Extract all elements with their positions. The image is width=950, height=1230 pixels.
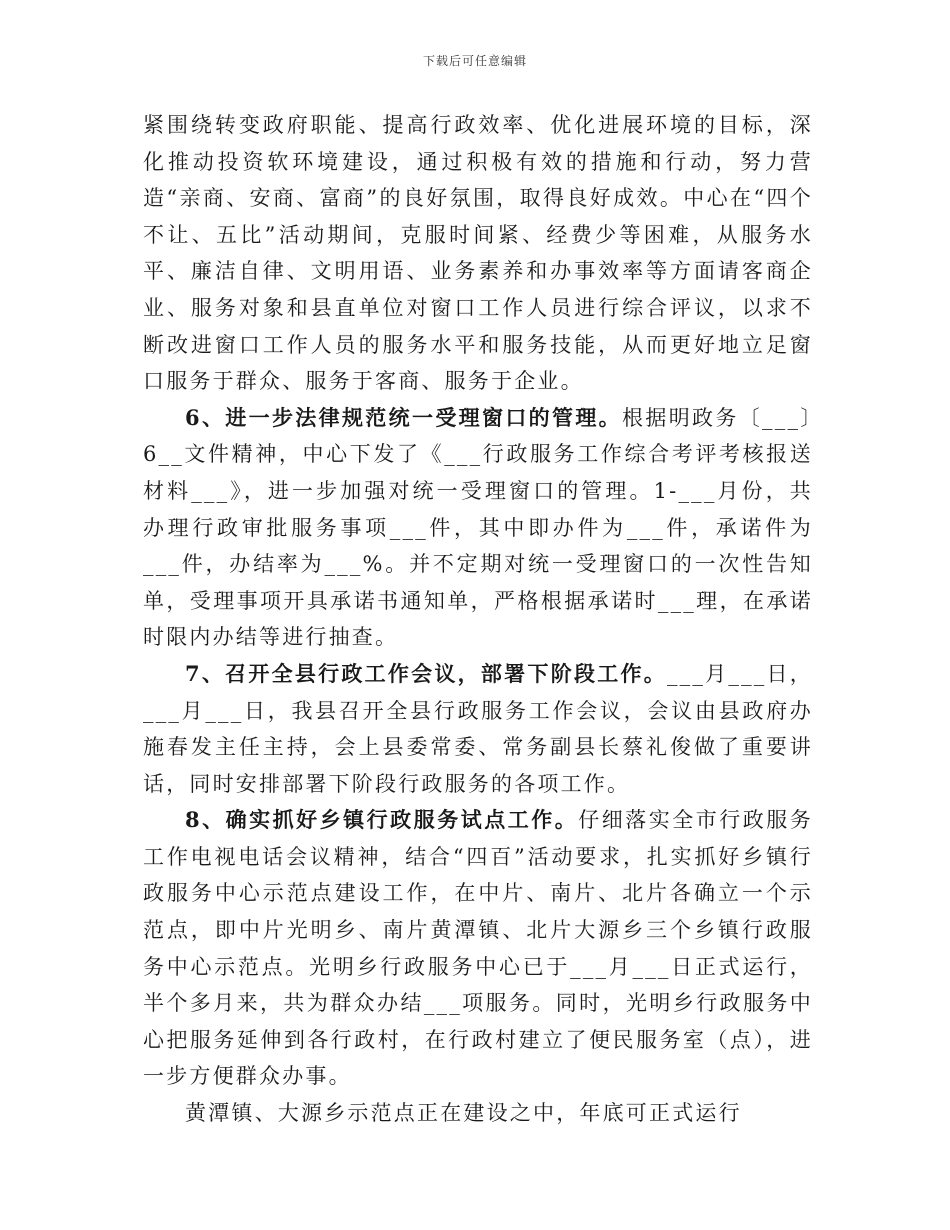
section-heading: 6、进一步法律规范统一受理窗口的管理。 xyxy=(185,404,623,430)
paragraph-3 xyxy=(143,656,813,802)
paragraph-2 xyxy=(143,400,813,656)
page-header: 下载后可任意编辑 xyxy=(422,54,527,68)
paragraph-text: 根据明政务〔___〕6__文件精神，中心下发了《___行政服务工作综合考评考核报送材料___》，进一步加强对统一受理窗口的管理。1-___月份，共办理行政审批服务事项___件，其中即办件为___件，承诺件为___件，办结率为___%。并不定期对统一受理窗口的一次性告知单，受理事项开具承诺书通知单，严格根据承诺时___理，在承诺时限内办结等进行抽查。 xyxy=(143,405,813,650)
paragraph-1 xyxy=(143,107,813,400)
document-body xyxy=(143,107,813,1132)
paragraph-text: 仔细落实全市行政服务工作电视电话会议精神，结合“四百”活动要求，扎实抓好乡镇行政服务中心示范点建设工作，在中片、南片、北片各确立一个示范点，即中片光明乡、南片黄潭镇、北片大源乡三个乡镇行政服务中心示范点。光明乡行政服务中心已于___月___日正式运行，半个多月来，共为群众办结___项服务。同时，光明乡行政服务中心把服务延伸到各行政村，在行政村建立了便民服务室（点），进一步方便群众办事。 xyxy=(143,808,813,1089)
section-heading: 7、召开全县行政工作会议，部署下阶段工作。 xyxy=(185,660,667,686)
paragraph-text: 黄潭镇、大源乡示范点正在建设之中，年底可正式运行 xyxy=(185,1101,742,1126)
paragraph-5 xyxy=(143,1095,813,1132)
paragraph-4 xyxy=(143,802,813,1095)
paragraph-text: 紧围绕转变政府职能、提高行政效率、优化进展环境的目标，深化推动投资软环境建设，通过积极有效的措施和行动，努力营造“亲商、安商、富商”的良好氛围，取得良好成效。中心在“四个不让、五比”活动期间，克服时间紧、经费少等困难，从服务水平、廉洁自律、文明用语、业务素养和办事效率等方面请客商企业、服务对象和县直单位对窗口工作人员进行综合评议，以求不断改进窗口工作人员的服务水平和服务技能，从而更好地立足窗口服务于群众、服务于客商、服务于企业。 xyxy=(143,113,813,394)
section-heading: 8、确实抓好乡镇行政服务试点工作。 xyxy=(185,807,579,833)
paragraph-text: ___月___日，___月___日，我县召开全县行政服务工作会议，会议由县政府办施春发主任主持，会上县委常委、常务副县长蔡礼俊做了重要讲话，同时安排部署下阶段行政服务的各项工作。 xyxy=(143,661,813,796)
